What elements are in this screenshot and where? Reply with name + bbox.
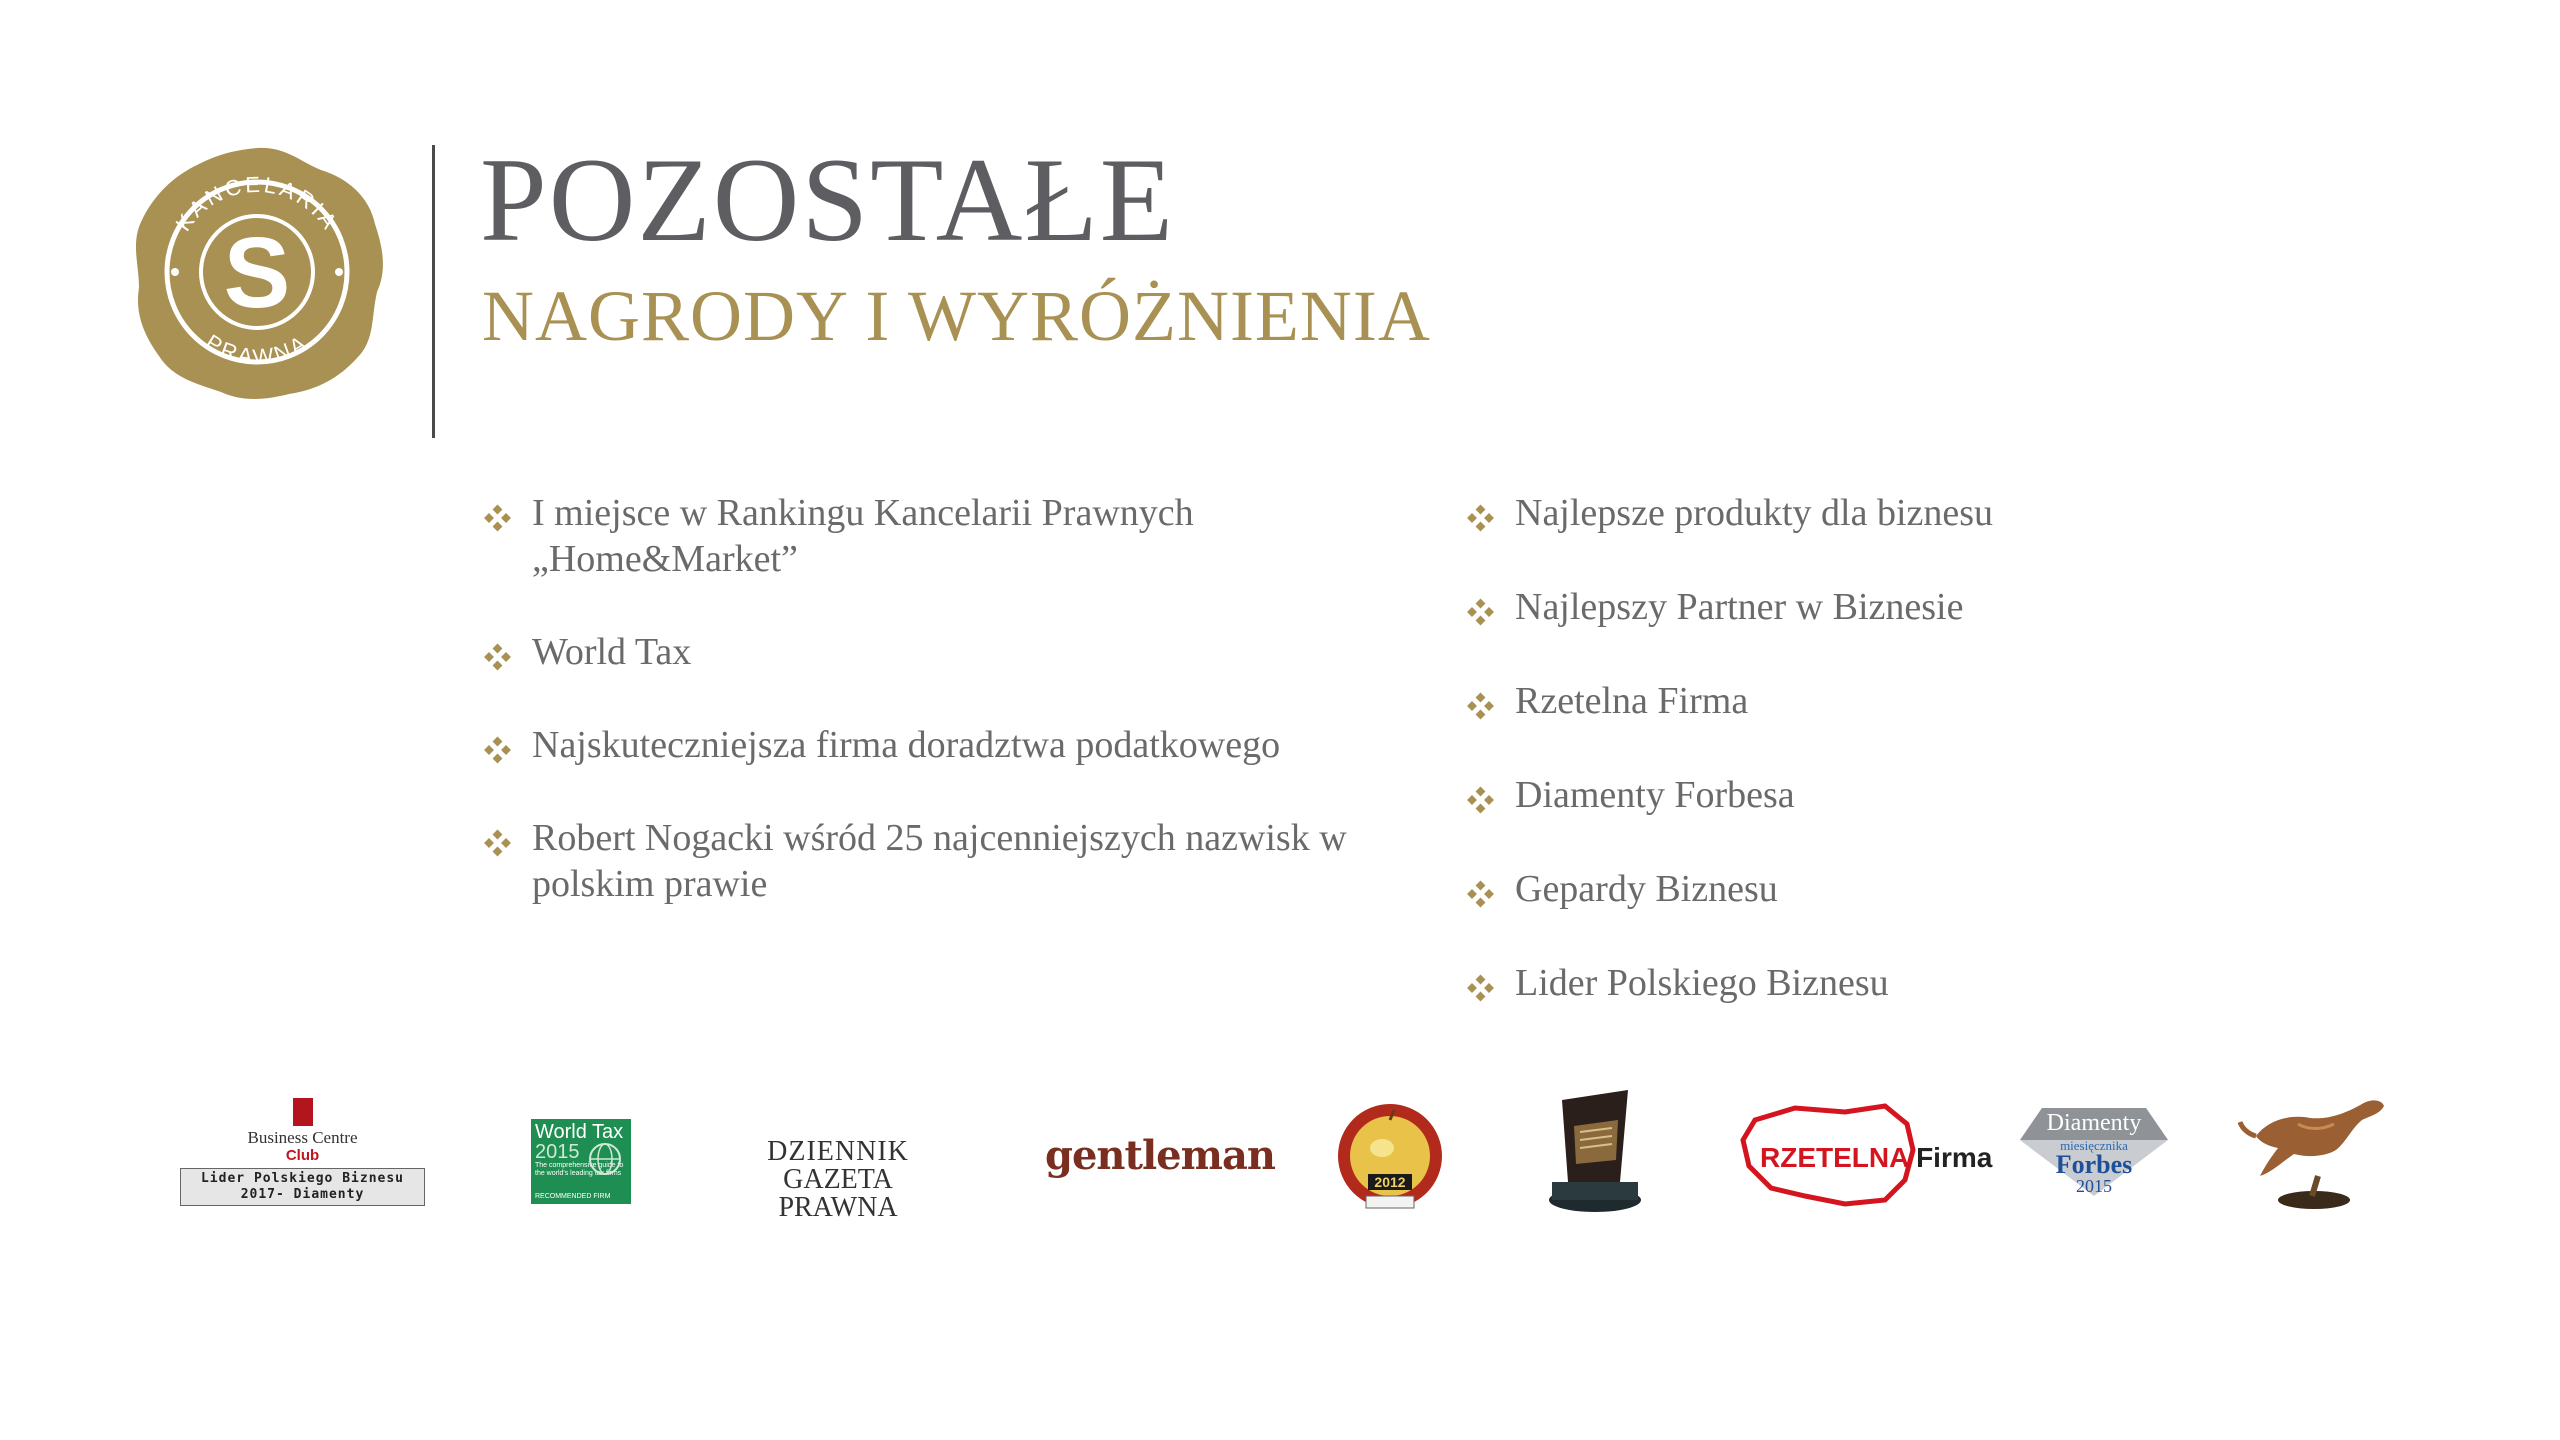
award-text: Najskuteczniejsza firma doradztwa podatkowego xyxy=(532,724,1281,766)
bcc-club: Club xyxy=(285,1147,320,1164)
trophy-award-icon xyxy=(1540,1086,1650,1214)
dgp-line2: GAZETA PRAWNA xyxy=(778,1164,898,1223)
award-text: Najlepsze produkty dla biznesu xyxy=(1515,492,1994,534)
world-tax-tagline: The comprehensive guide to the world's leading tax firms xyxy=(535,1162,624,1177)
world-tax-logo xyxy=(531,1119,631,1204)
diamond-bullet-icon xyxy=(1467,974,1495,1002)
award-logos-row xyxy=(0,1080,2560,1223)
award-text: Rzetelna Firma xyxy=(1515,680,1749,722)
rzetelna-word: RZETELNA xyxy=(1760,1142,1909,1173)
seal-letter: S xyxy=(223,217,291,329)
bcc-mark-icon xyxy=(293,1098,313,1126)
kancelaria-prawna-seal-logo xyxy=(125,140,390,405)
page-title: POZOSTAŁE xyxy=(480,133,1176,266)
diamond-bullet-icon xyxy=(484,504,512,532)
award-item xyxy=(480,490,1420,582)
golden-apple-award-icon xyxy=(1330,1100,1450,1215)
forbes-line2: miesięcznika xyxy=(2060,1138,2128,1153)
award-text: World Tax xyxy=(532,631,692,673)
seal-ring-bottom-text: PRAWNA xyxy=(201,329,313,370)
diamond-bullet-icon xyxy=(484,643,512,671)
bcc-award-label: Lider Polskiego Biznesu 2017- Diamenty xyxy=(180,1168,425,1206)
award-item xyxy=(480,722,1420,768)
awards-list-right xyxy=(1463,490,2423,1054)
award-text: Lider Polskiego Biznesu xyxy=(1515,962,1889,1004)
page-subtitle: NAGRODY I WYRÓŻNIENIA xyxy=(482,276,1431,356)
dziennik-gazeta-prawna-logo xyxy=(728,1138,948,1222)
firma-word: Firma xyxy=(1916,1142,1993,1173)
diamond-bullet-icon xyxy=(484,829,512,857)
bcc-name: Business Centre xyxy=(247,1128,358,1147)
gentleman-logo: gentleman xyxy=(1045,1132,1275,1179)
header-divider xyxy=(432,145,435,438)
award-text: Gepardy Biznesu xyxy=(1515,868,1778,910)
award-text: Robert Nogacki wśród 25 najcenniejszych nazwisk w polskim prawie xyxy=(532,817,1347,905)
award-item xyxy=(1463,490,2423,536)
world-tax-title: World Tax xyxy=(535,1121,624,1143)
business-centre-club-logo xyxy=(180,1098,425,1206)
award-item xyxy=(1463,866,2423,912)
diamond-bullet-icon xyxy=(1467,692,1495,720)
seal-ring-top-text: KANCELARIA xyxy=(170,171,344,236)
diamond-bullet-icon xyxy=(484,736,512,764)
award-item xyxy=(1463,678,2423,724)
diamond-bullet-icon xyxy=(1467,880,1495,908)
diamenty-forbes-logo xyxy=(2018,1106,2170,1198)
forbes-year: 2015 xyxy=(2076,1176,2112,1196)
diamond-bullet-icon xyxy=(1467,504,1495,532)
award-text: Diamenty Forbesa xyxy=(1515,774,1795,816)
forbes-line1: Diamenty xyxy=(2046,1110,2142,1136)
diamond-bullet-icon xyxy=(1467,598,1495,626)
world-tax-recommended: RECOMMENDED FIRM xyxy=(535,1193,611,1200)
award-text: Najlepszy Partner w Biznesie xyxy=(1515,586,1964,628)
award-text: I miejsce w Rankingu Kancelarii Prawnych „Home&Market” xyxy=(532,492,1194,580)
apple-award-year: 2012 xyxy=(1374,1174,1406,1190)
award-item xyxy=(480,629,1420,675)
diamond-bullet-icon xyxy=(1467,786,1495,814)
dgp-line1: DZIENNIK xyxy=(767,1136,909,1167)
cheetah-statue-icon xyxy=(2238,1084,2388,1214)
world-tax-year: 2015 xyxy=(535,1141,580,1163)
award-item xyxy=(480,815,1420,907)
awards-list-left xyxy=(480,490,1420,954)
award-item xyxy=(1463,584,2423,630)
award-item xyxy=(1463,960,2423,1006)
rzetelna-firma-logo xyxy=(1735,1100,1993,1210)
globe-icon xyxy=(585,1141,625,1177)
award-item xyxy=(1463,772,2423,818)
forbes-line3: Forbes xyxy=(2055,1150,2133,1179)
